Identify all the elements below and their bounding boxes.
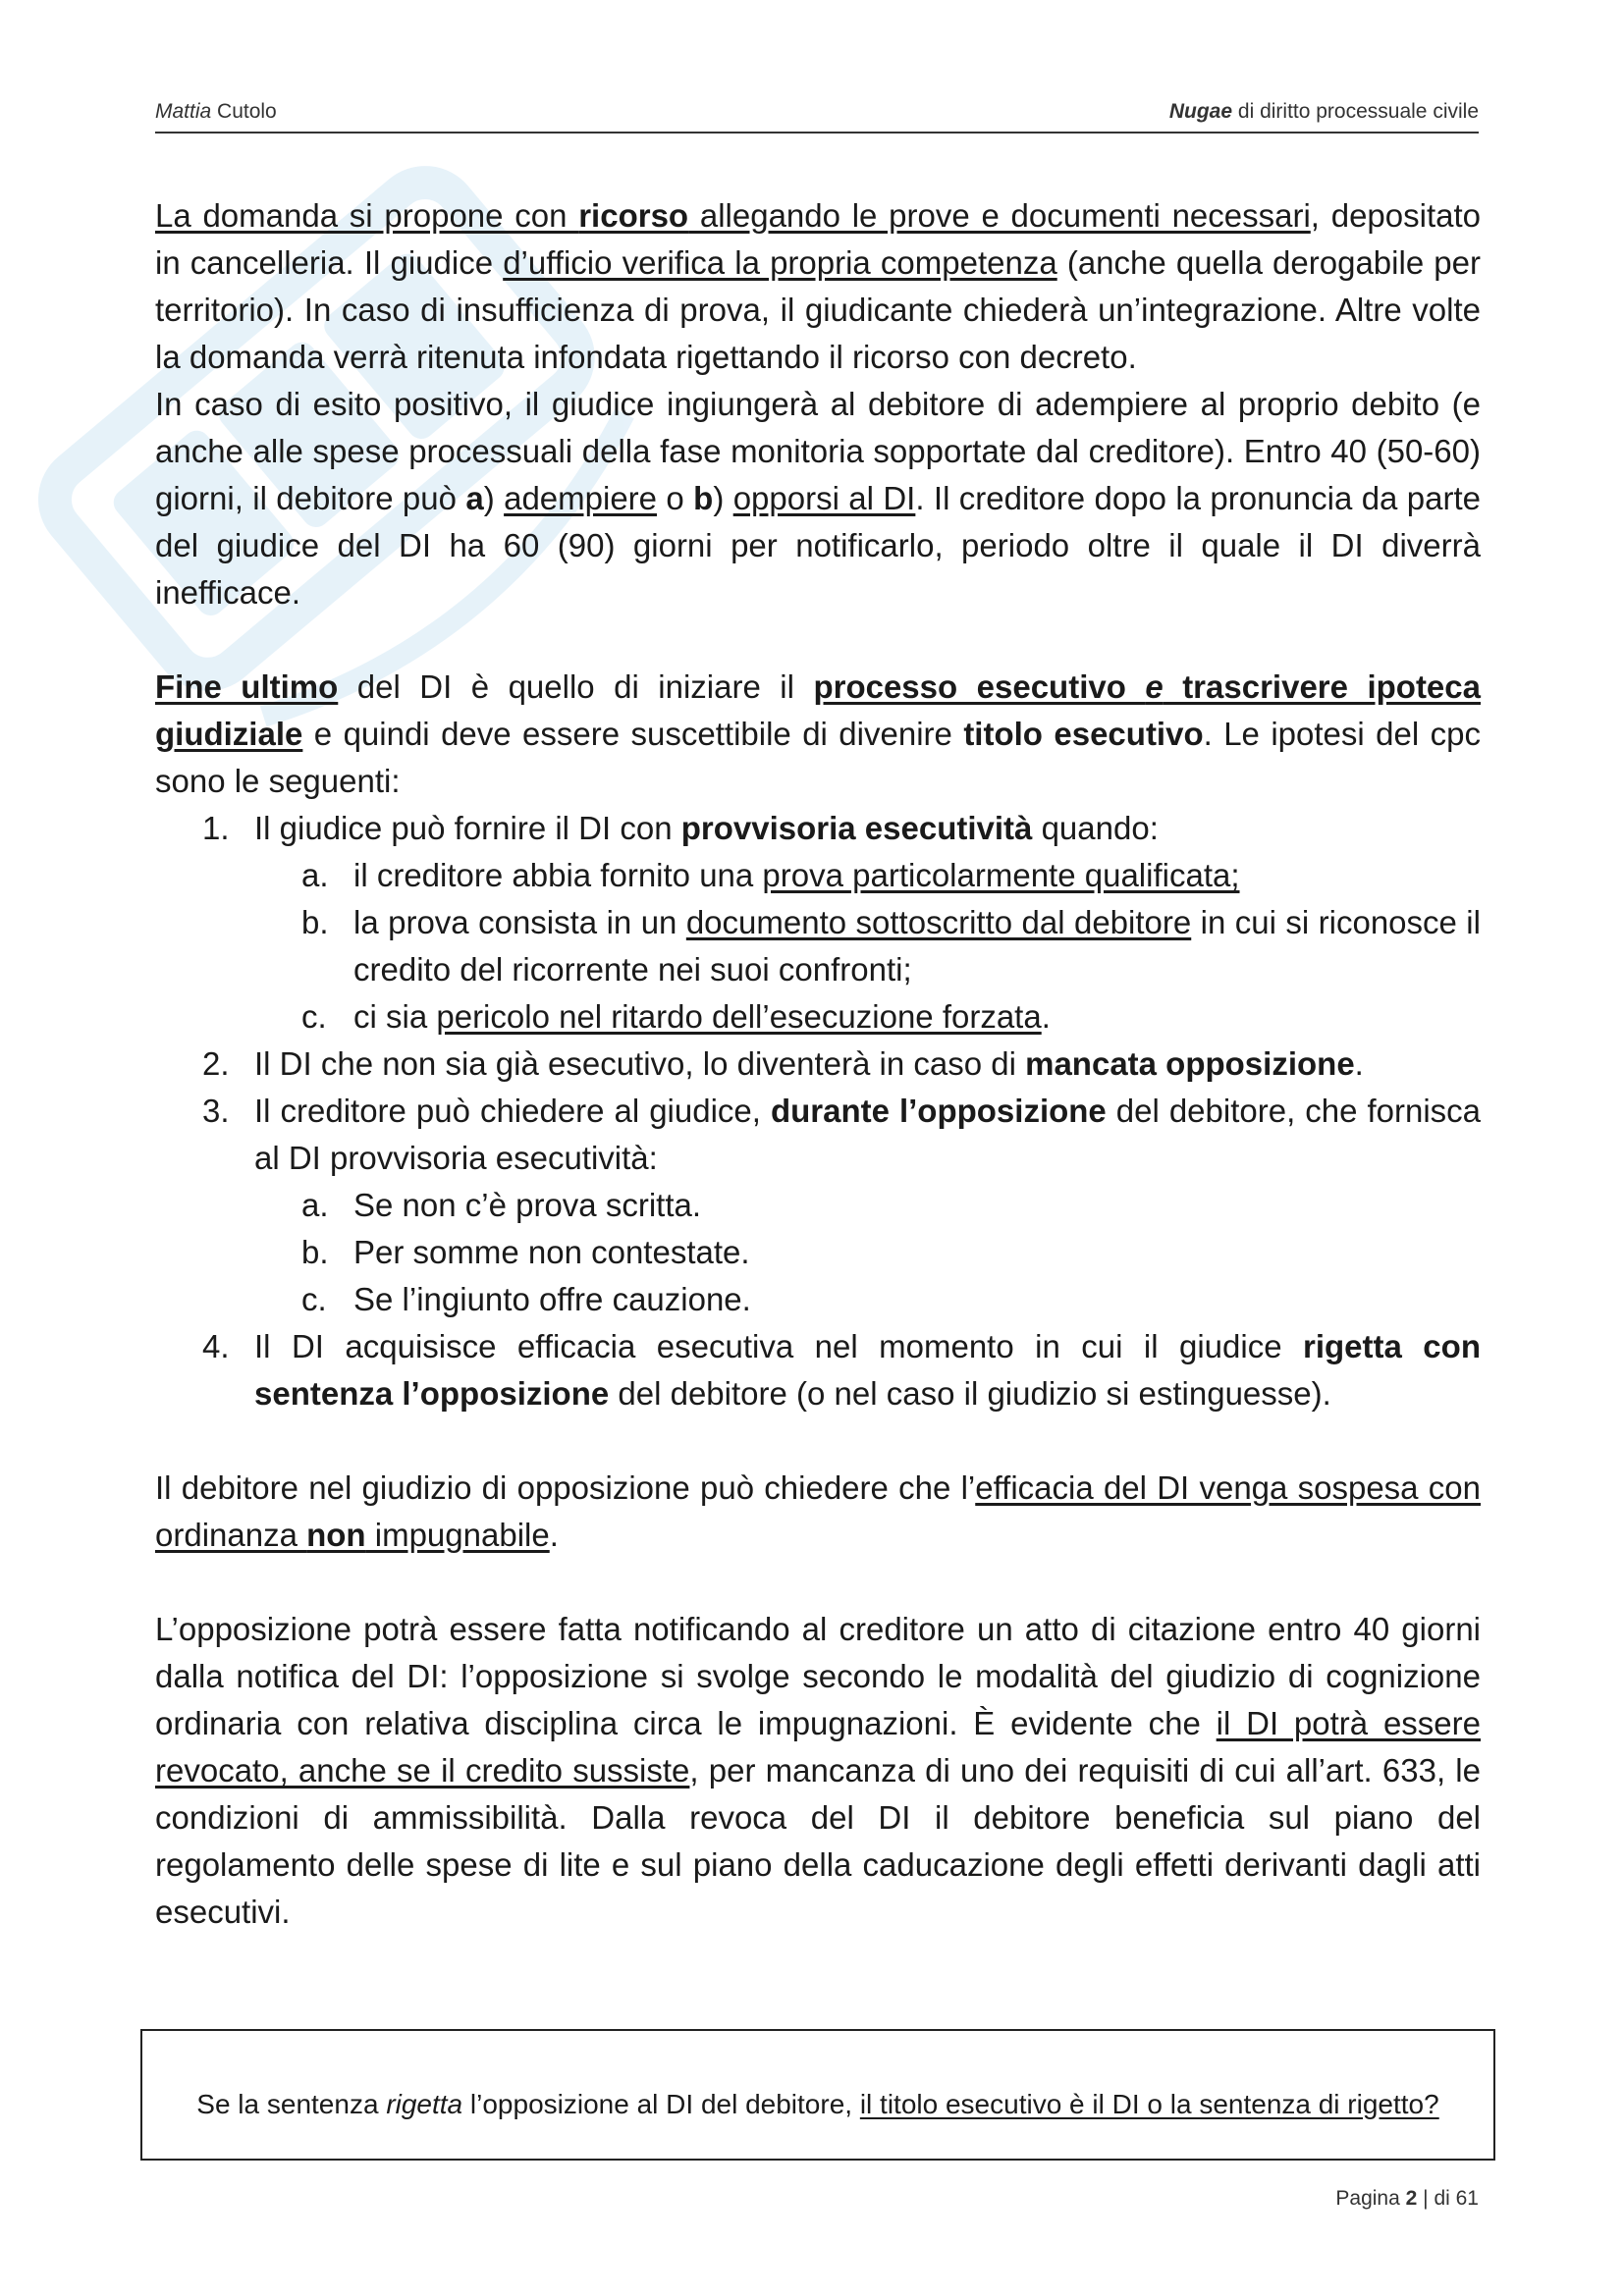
- sub-list-item: c. Se l’ingiunto offre cauzione.: [301, 1281, 751, 1317]
- list-item: 2. Il DI che non sia già esecutivo, lo diventerà in caso di mancata opposizione.: [202, 1045, 1364, 1082]
- sub-list-item: a. il creditore abbia fornito una prova particolarmente qualificata;: [301, 857, 1240, 893]
- paragraph-fine-ultimo: Fine ultimo del DI è quello di iniziare il processo esecutivo e trascrivere ipoteca giudiziale e quindi deve essere suscettibile di divenire titolo esecutivo. Le ipotesi del cpc sono le seguenti:: [155, 668, 1481, 799]
- list-item: 3. Il creditore può chiedere al giudice, durante l’opposizione del debitore, che fornisca al DI provvisoria esecutività: a. Se non c’è prova scritta. b. Per somme non contestate. c. Se l’ingiunto offre cauzione.: [155, 1088, 1481, 1323]
- sub-list-item: b. la prova consista in un documento sottoscritto dal debitore in cui si riconosce il credito del ricorrente nei suoi confronti;: [301, 904, 1481, 988]
- list-item: 4. Il DI acquisisce efficacia esecutiva nel momento in cui il giudice rigetta con sentenza l’opposizione del debitore (o nel caso il giudizio si estinguesse).: [202, 1328, 1481, 1412]
- paragraph-ricorso: La domanda si propone con ricorso allegando le prove e documenti necessari, depositato in cancelleria. Il giudice d’ufficio verifica la propria competenza (anche quella derogabile per territorio). In caso di insufficienza di prova, il giudicante chiederà un’integrazione. Altre volte la domanda verrà ritenuta infondata rigettando il ricorso con decreto.: [155, 197, 1482, 375]
- page-footer: Pagina 2 | di 61: [1335, 2187, 1479, 2210]
- paragraph-sospensione: Il debitore nel giudizio di opposizione può chiedere che l’efficacia del DI venga sospesa con ordinanza non impugnabile.: [155, 1469, 1481, 1553]
- sub-list: [254, 852, 1481, 1041]
- sub-list-item: a. Se non c’è prova scritta.: [301, 1187, 702, 1223]
- sub-list-item: b. Per somme non contestate.: [301, 1234, 750, 1270]
- sub-list-item: c. ci sia pericolo nel ritardo dell’esecuzione forzata.: [301, 998, 1051, 1035]
- header-document-title: Nugae di diritto processuale civile: [1168, 100, 1479, 123]
- list-item: 1. Il giudice può fornire il DI con provvisoria esecutività quando: a. il creditore abbia fornito una prova particolarmente qualificata; b. la prova consista in un documento sottoscritto dal debitore in cui si riconosce il credito del ricorrente nei suoi confronti; c. ci sia pericolo nel ritardo dell’esecuzione forzata.: [155, 805, 1481, 1041]
- page-total: di 61: [1434, 2187, 1479, 2210]
- question-text: Se la sentenza rigetta l’opposizione al DI del debitore, il titolo esecutivo è il DI o la sentenza di rigetto?: [196, 2089, 1439, 2119]
- document-body: [155, 192, 1481, 1936]
- page-number: 2: [1405, 2187, 1418, 2210]
- paragraph-esito-positivo: In caso di esito positivo, il giudice ingiungerà al debitore di adempiere al proprio debito (e anche alle spese processuali della fase monitoria sopportate dal creditore). Entro 40 (50-60) giorni, il debitore può a) adempiere o b) opporsi al DI. Il creditore dopo la pronuncia da parte del giudice del DI ha 60 (90) giorni per notificarlo, periodo oltre il quale il DI diverrà inefficace.: [155, 386, 1481, 611]
- paragraph-opposizione: L’opposizione potrà essere fatta notificando al creditore un atto di citazione entro 40 giorni dalla notifica del DI: l’opposizione si svolge secondo le modalità del giudizio di cognizione ordinaria con relativa disciplina circa le impugnazioni. È evidente che il DI potrà essere revocato, anche se il credito sussiste, per mancanza di uno dei requisiti di cui all’art. 633, le condizioni di ammissibilità. Dalla revoca del DI il debitore beneficia sul piano del regolamento delle spese di lite e sul piano della caducazione degli effetti derivanti dagli atti esecutivi.: [155, 1611, 1481, 1930]
- page-header: [155, 96, 1479, 133]
- header-author: Mattia Cutolo: [155, 100, 277, 123]
- sub-list: [254, 1182, 1481, 1323]
- question-box: [140, 2029, 1495, 2161]
- ipotesi-list: [155, 805, 1481, 1417]
